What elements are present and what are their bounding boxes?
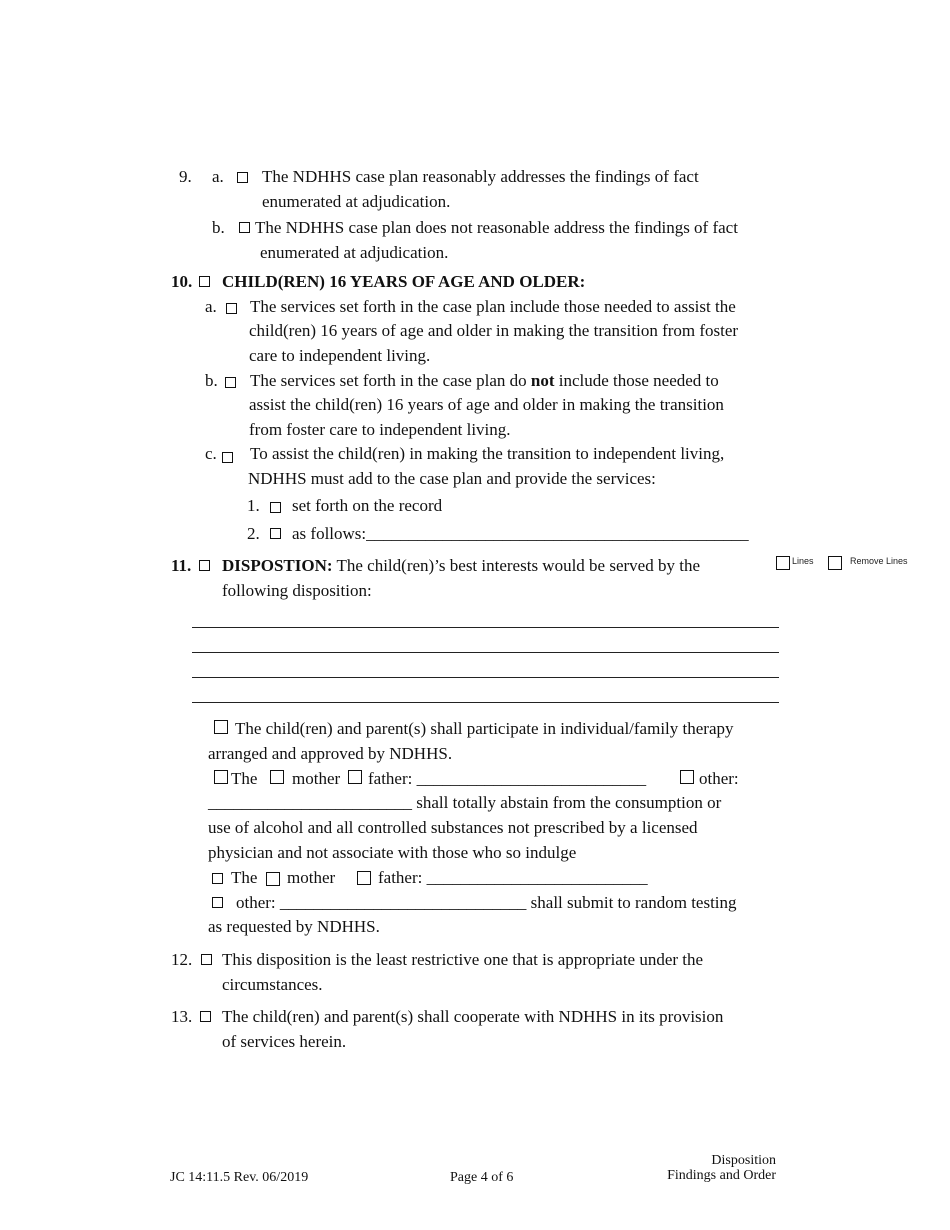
- item13-checkbox[interactable]: [200, 1011, 211, 1022]
- item10-b-letter: b.: [205, 371, 218, 390]
- item11-number: 11.: [171, 556, 192, 575]
- item12-line2: circumstances.: [222, 975, 323, 994]
- item9-b-checkbox[interactable]: [239, 222, 250, 233]
- test-line3: as requested by NDHHS.: [208, 917, 380, 936]
- disposition-blank-line[interactable]: [192, 702, 779, 703]
- abstain-mother-checkbox[interactable]: [270, 770, 284, 784]
- item10-c2-checkbox[interactable]: [270, 528, 281, 539]
- item9-a-letter: a.: [212, 167, 224, 186]
- therapy-checkbox[interactable]: [214, 720, 228, 734]
- remove-lines-label: Remove Lines: [850, 556, 908, 566]
- item10-c2-text[interactable]: as follows:_____________________________________________: [292, 524, 749, 543]
- item12-checkbox[interactable]: [201, 954, 212, 965]
- abstain-the-checkbox[interactable]: [214, 770, 228, 784]
- item10-a-line3: care to independent living.: [249, 346, 431, 365]
- therapy-line1: The child(ren) and parent(s) shall participate in individual/family therapy: [235, 719, 734, 738]
- item9-a-text-line1: The NDHHS case plan reasonably addresses the findings of fact: [262, 167, 699, 186]
- item10-a-line2: child(ren) 16 years of age and older in making the transition from foster: [249, 321, 739, 340]
- item9-a-text-line2: enumerated at adjudication.: [262, 192, 451, 211]
- item10-heading: CHILD(REN) 16 YEARS OF AGE AND OLDER:: [222, 272, 586, 291]
- item10-a-letter: a.: [205, 297, 217, 316]
- test-father-checkbox[interactable]: [357, 871, 371, 885]
- item12-number: 12.: [171, 950, 193, 969]
- item10-b-line1-pre: The services set forth in the case plan do: [250, 371, 527, 390]
- test-other-checkbox[interactable]: [212, 897, 223, 908]
- footer-page-number: Page 4 of 6: [450, 1170, 514, 1185]
- test-the-checkbox[interactable]: [212, 873, 223, 884]
- abstain-father-field[interactable]: father: ___________________________: [368, 769, 647, 788]
- item10-c-letter: c.: [205, 444, 217, 463]
- therapy-line2: arranged and approved by NDHHS.: [208, 744, 453, 763]
- footer-title-line1: Disposition: [711, 1153, 776, 1168]
- item9-b-letter: b.: [212, 218, 225, 237]
- item12-line1: This disposition is the least restrictive one that is appropriate under the: [222, 950, 704, 969]
- item10-c2-number: 2.: [247, 524, 260, 543]
- lines-toggle-checkbox[interactable]: [776, 556, 790, 570]
- remove-lines-checkbox[interactable]: [828, 556, 842, 570]
- item10-c-line2: NDHHS must add to the case plan and provide the services:: [248, 469, 656, 488]
- item11-line1: [222, 556, 700, 576]
- item11-line2: following disposition:: [222, 581, 372, 600]
- test-the-label: The: [231, 868, 258, 887]
- item10-b-checkbox[interactable]: [225, 377, 236, 388]
- item9-b-text-line2: enumerated at adjudication.: [260, 243, 449, 262]
- disposition-blank-line[interactable]: [192, 652, 779, 653]
- item11-checkbox[interactable]: [199, 560, 210, 571]
- item13-line2: of services herein.: [222, 1032, 347, 1051]
- item9-a-checkbox[interactable]: [237, 172, 248, 183]
- lines-toggle-label: Lines: [792, 556, 814, 566]
- abstain-line4: physician and not associate with those who so indulge: [208, 843, 577, 862]
- abstain-line2[interactable]: ________________________ shall totally abstain from the consumption or: [208, 793, 722, 812]
- item13-line1: The child(ren) and parent(s) shall cooperate with NDHHS in its provision: [222, 1007, 724, 1026]
- item10-b-line1-bold: not: [530, 371, 555, 390]
- footer-form-id: JC 14:11.5 Rev. 06/2019: [170, 1170, 309, 1185]
- item9-number: 9.: [179, 167, 192, 186]
- item9-b-text-line1: The NDHHS case plan does not reasonable address the findings of fact: [255, 218, 738, 237]
- item10-c1-number: 1.: [247, 496, 260, 515]
- item11-heading: DISPOSTION:: [222, 556, 333, 575]
- test-mother-checkbox[interactable]: [266, 872, 280, 886]
- abstain-the-label: The: [231, 769, 258, 788]
- item10-c-line1: To assist the child(ren) in making the transition to independent living,: [250, 444, 725, 463]
- item10-checkbox[interactable]: [199, 276, 210, 287]
- item10-c1-checkbox[interactable]: [270, 502, 281, 513]
- item10-number: 10.: [171, 272, 193, 291]
- item11-line1-rest: The child(ren)’s best interests would be served by the: [336, 556, 700, 575]
- item10-c-checkbox[interactable]: [222, 452, 233, 463]
- abstain-mother-label: mother: [292, 769, 341, 788]
- item10-b-line1: [250, 371, 719, 391]
- footer-title-line2: Findings and Order: [667, 1168, 776, 1183]
- item13-number: 13.: [171, 1007, 193, 1026]
- disposition-blank-line[interactable]: [192, 677, 779, 678]
- test-mother-label: mother: [287, 868, 336, 887]
- abstain-other-checkbox[interactable]: [680, 770, 694, 784]
- abstain-father-checkbox[interactable]: [348, 770, 362, 784]
- item10-a-checkbox[interactable]: [226, 303, 237, 314]
- item10-b-line1-post: include those needed to: [558, 371, 719, 390]
- test-other-field[interactable]: other: _____________________________ shall submit to random testing: [236, 893, 737, 912]
- item10-b-line2: assist the child(ren) 16 years of age and older in making the transition: [249, 395, 724, 414]
- item10-c1-text: set forth on the record: [292, 496, 443, 515]
- abstain-line3: use of alcohol and all controlled substances not prescribed by a licensed: [208, 818, 698, 837]
- test-father-field[interactable]: father: __________________________: [378, 868, 648, 887]
- abstain-other-label: other:: [699, 769, 739, 788]
- disposition-blank-line[interactable]: [192, 627, 779, 628]
- item10-a-line1: The services set forth in the case plan include those needed to assist the: [250, 297, 736, 316]
- item10-b-line3: from foster care to independent living.: [249, 420, 511, 439]
